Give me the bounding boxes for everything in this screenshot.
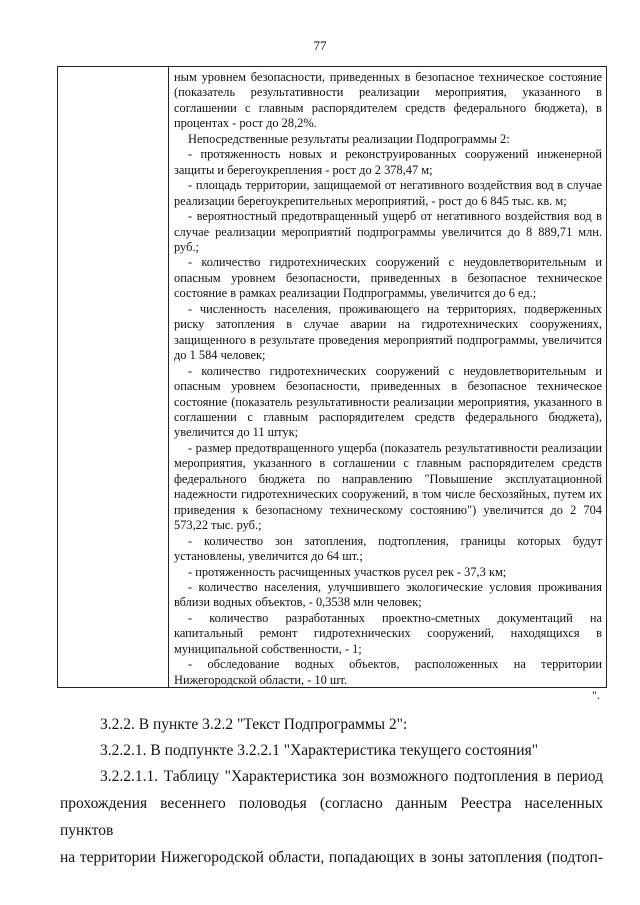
body-paragraph-3-line: на территории Нижегородской области, попадающих в зоны затопления (подтоп- [60,849,603,866]
table-list-item: - количество гидротехнических сооружений с неудовлетворительным и опасным уровнем безопасности, приведенных в безопасное техническое состояние (показатель результативности реализации мероприятия, указанного в соглашении с главным распорядителем средств федерального бюджета), увеличится до 11 штук; [174,363,602,440]
body-paragraph-2: 3.2.2.1. В подпункте 3.2.2.1 "Характеристика текущего состояния" [100,742,539,759]
table-list-item: - вероятностный предотвращенный ущерб от негативного воздействия вод в случае реализации мероприятий подпрограммы увеличится до 8 889,71 млн. руб.; [174,209,602,254]
table-right-cell [174,70,602,688]
table-list-item: - численность населения, проживающего на территориях, подверженных риску затопления в случае аварии на гидротехнических сооружениях, защищенного в результате проведения мероприятий подпрограммы, увеличится до 1 584 человек; [174,301,602,363]
body-paragraph-3 [60,763,603,871]
body-paragraph-3-line: 3.2.2.1.1. Таблицу "Характеристика зон возможного подтопления в период [100,768,603,785]
table-paragraph: Непосредственные результаты реализации Подпрограммы 2: [188,131,510,146]
body-paragraph-3-line: прохождения весеннего половодья (согласно данным Реестра населенных пунктов [60,795,603,839]
table-paragraph: ным уровнем безопасности, приведенных в безопасное техническое состояние (показатель результативности реализации мероприятия, указанного в соглашении с главным распорядителем средств федерального бюджета), в процентах - рост до 28,2%. [174,70,602,131]
table-list-item: - протяженность новых и реконструированных сооружений инженерной защиты и берегоукрепления - рост до 2 378,47 м; [174,147,602,177]
table-list-item: - площадь территории, защищаемой от негативного воздействия вод в случае реализации берегоукрепительных мероприятий, - рост до 6 845 тыс. кв. м; [174,178,602,208]
table-left-cell [58,67,169,687]
table-list-item: - количество населения, улучшившего экологические условия проживания вблизи водных объектов, - 0,3538 млн человек; [174,579,602,610]
page-number: 77 [313,38,327,53]
table-list-item: - количество гидротехнических сооружений с неудовлетворительным и опасным уровнем безопасности, приведенных в безопасное техническое состояние в рамках реализации Подпрограммы, увеличится до 6 ед.; [174,255,602,301]
table-list-item: - обследование водных объектов, расположенных на территории Нижегородской области, - 10 шт. [174,657,602,687]
table-list-item: - количество разработанных проектно-сметных документаций на капитальный ремонт гидротехнических сооружений, находящихся в муниципальной собственности, - 1; [174,610,602,656]
table-list-item: - протяженность расчищенных участков русел рек - 37,3 км; [188,564,507,579]
table-list-item: - количество зон затопления, подтопления, границы которых будут установлены, увеличится до 64 шт.; [174,533,602,564]
table-list-item: - размер предотвращенного ущерба (показатель результативности реализации мероприятия, указанного в соглашении с главным распорядителем средств федерального бюджета по направлению "Повышение эксплуатационной надежности гидротехнических сооружений, в том числе бесхозяйных, путем их приведения к безопасному техническому состоянию") увеличится до 2 704 573,22 тыс. руб.; [174,440,602,533]
body-paragraph-1: 3.2.2. В пункте 3.2.2 "Текст Подпрограммы 2": [100,716,408,733]
document-table [57,66,607,688]
closing-quote: ". [592,688,600,702]
